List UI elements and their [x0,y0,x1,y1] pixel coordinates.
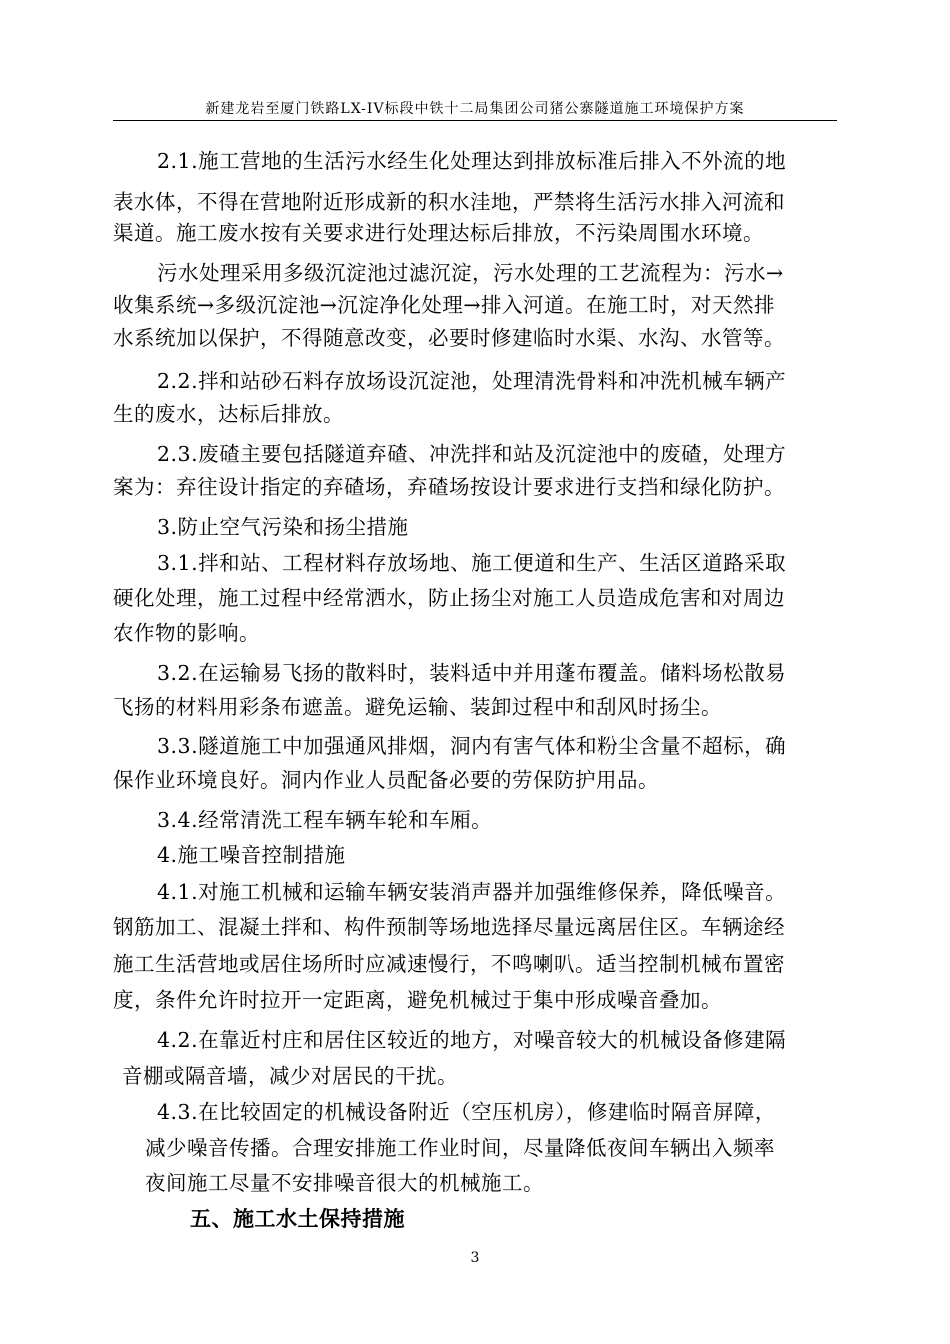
text-line: 3.1.拌和站、工程材料存放场地、施工便道和生产、生活区道路采取 [157,551,787,575]
text-line: 3.4.经常清洗工程车辆车轮和车厢。 [157,808,493,832]
page-number: 3 [470,1250,480,1266]
text-line: 施工生活营地或居住场所时应减速慢行，不鸣喇叭。适当控制机械布置密 [113,952,785,976]
text-line: 钢筋加工、混凝土拌和、构件预制等场地选择尽量远离居住区。车辆途经 [113,915,785,939]
running-header: 新建龙岩至厦门铁路LX-IV标段中铁十二局集团公司猪公寨隧道施工环境保护方案 [205,101,745,117]
text-line: 表水体，不得在营地附近形成新的积水洼地，严禁将生活污水排入河流和 [113,190,785,214]
text-line: 农作物的影响。 [113,621,260,645]
text-line: 案为：弃往设计指定的弃碴场，弃碴场按设计要求进行支挡和绿化防护。 [113,475,785,499]
text-line: 硬化处理，施工过程中经常洒水，防止扬尘对施工人员造成危害和对周边 [113,586,785,610]
text-line: 污水处理采用多级沉淀池过滤沉淀，污水处理的工艺流程为：污水→ [157,261,784,285]
text-line: 4.1.对施工机械和运输车辆安装消声器并加强维修保养，降低噪音。 [157,880,787,904]
text-line: 4.2.在靠近村庄和居住区较近的地方，对噪音较大的机械设备修建隔 [157,1028,787,1052]
chapter-heading: 五、施工水土保持措施 [190,1206,405,1231]
text-line: 收集系统→多级沉淀池→沉淀净化处理→排入河道。在施工时，对天然排 [113,293,776,317]
section-heading: 4.施工噪音控制措施 [157,843,346,867]
text-line: 音棚或隔音墙，减少对居民的干扰。 [122,1064,458,1088]
text-line: 生的废水，达标后排放。 [113,402,344,426]
text-line: 2.3.废碴主要包括隧道弃碴、冲洗拌和站及沉淀池中的废碴，处理方 [157,442,787,466]
text-line: 渠道。施工废水按有关要求进行处理达标后排放，不污染周围水环境。 [113,221,764,245]
text-line: 水系统加以保护，不得随意改变，必要时修建临时水渠、水沟、水管等。 [113,326,785,350]
text-line: 3.2.在运输易飞扬的散料时，装料适中并用蓬布覆盖。储料场松散易 [157,661,787,685]
text-line: 2.2.拌和站砂石料存放场设沉淀池，处理清洗骨料和冲洗机械车辆产 [157,369,787,393]
section-heading: 3.防止空气污染和扬尘措施 [157,515,409,539]
text-line: 夜间施工尽量不安排噪音很大的机械施工。 [145,1171,544,1195]
text-line: 4.3.在比较固定的机械设备附近（空压机房），修建临时隔音屏障， [157,1100,776,1124]
text-line: 度，条件允许时拉开一定距离，避免机械过于集中形成噪音叠加。 [113,988,722,1012]
text-line: 保作业环境良好。洞内作业人员配备必要的劳保防护用品。 [113,768,659,792]
text-line: 3.3.隧道施工中加强通风排烟，洞内有害气体和粉尘含量不超标，确 [157,734,787,758]
text-line: 减少噪音传播。合理安排施工作业时间，尽量降低夜间车辆出入频率 [145,1136,775,1160]
header-rule [113,120,837,121]
text-line: 2.1.施工营地的生活污水经生化处理达到排放标准后排入不外流的地 [157,149,787,173]
text-line: 飞扬的材料用彩条布遮盖。避免运输、装卸过程中和刮风时扬尘。 [113,695,722,719]
